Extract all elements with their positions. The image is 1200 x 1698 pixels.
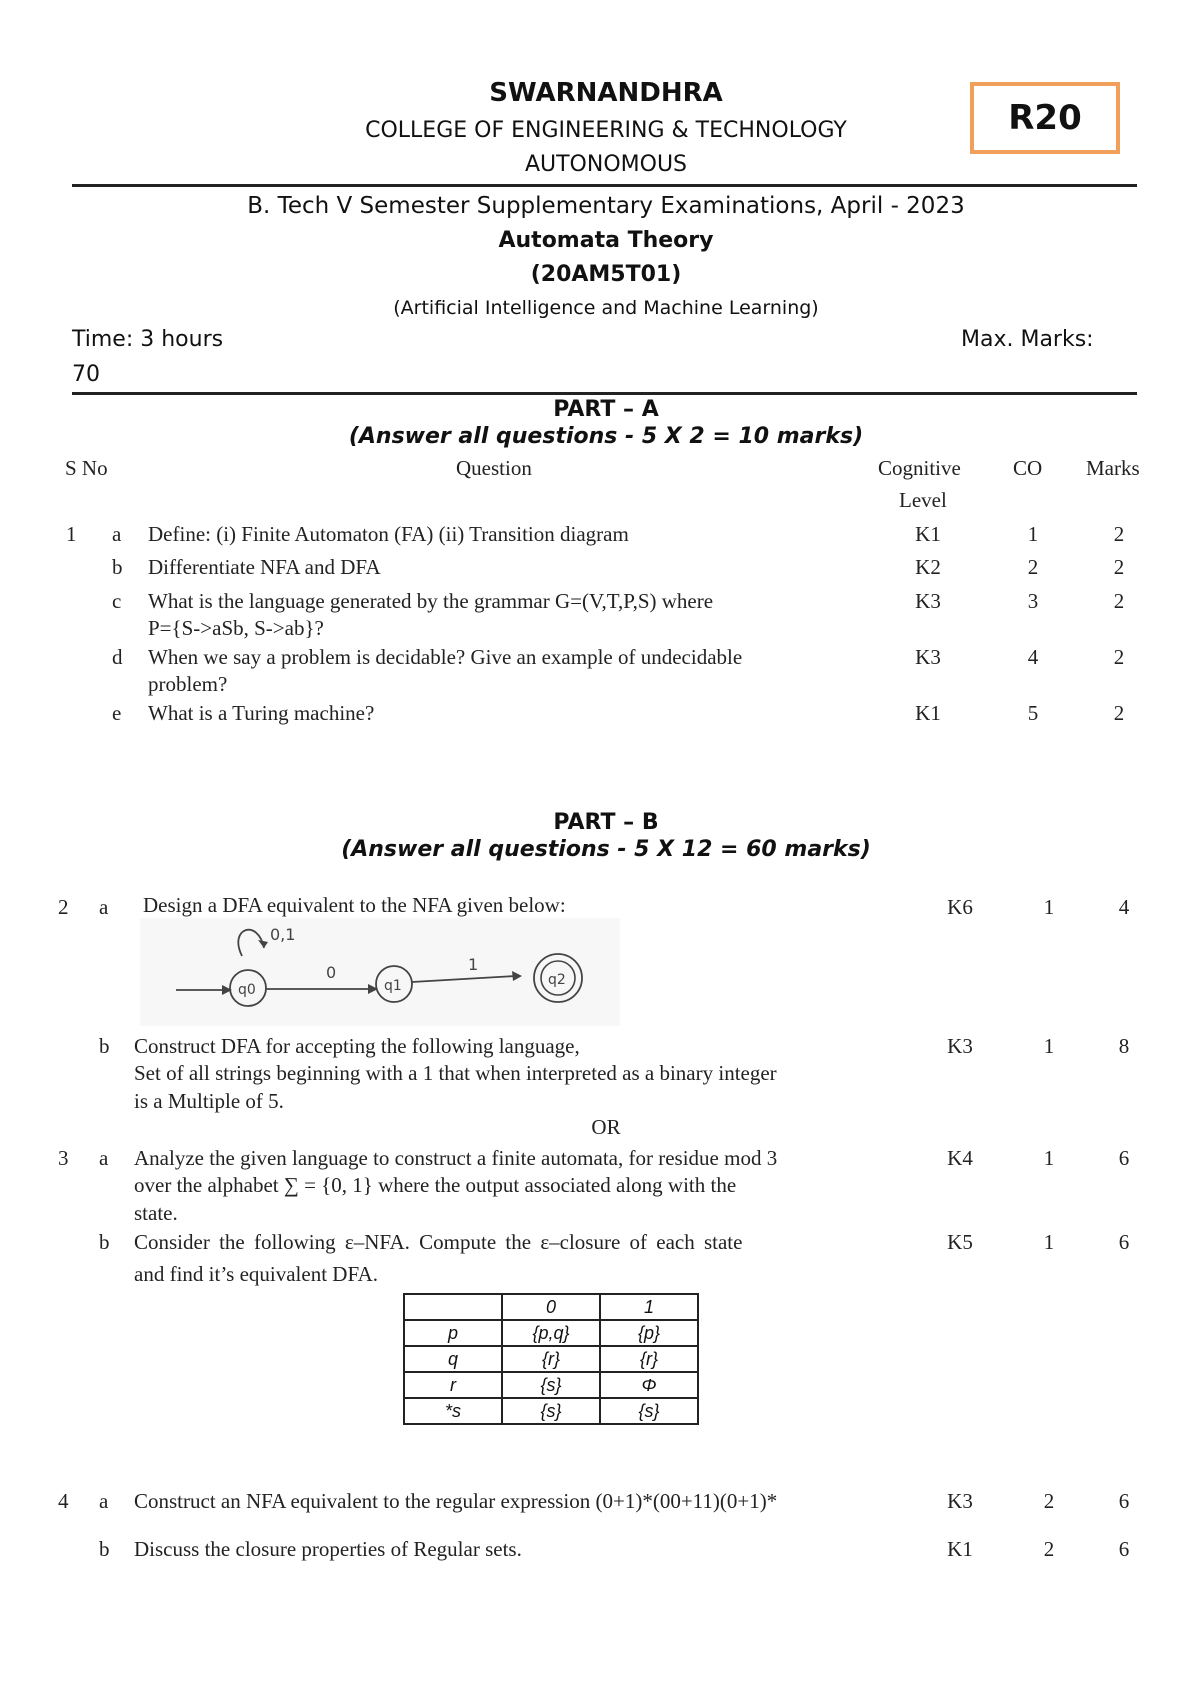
edge-label-1: 1: [468, 955, 479, 974]
question-number-4: 4: [58, 1489, 69, 1513]
co-value: 2: [1027, 555, 1039, 579]
co-value: 4: [1027, 645, 1039, 669]
college-name: SWARNANDHRA: [489, 78, 723, 108]
question-text: Define: (i) Finite Automaton (FA) (ii) Transition diagram: [148, 522, 629, 546]
col-marks: Marks: [1086, 456, 1140, 480]
table-cell: 0: [502, 1294, 600, 1320]
sub-label: d: [112, 645, 123, 669]
question-text: What is the language generated by the grammar G=(V,T,P,S) where: [148, 589, 714, 613]
cognitive-level: K3: [947, 1034, 973, 1058]
co-value: 1: [1043, 895, 1055, 919]
table-cell: {s}: [502, 1372, 600, 1398]
table-cell: {r}: [502, 1346, 600, 1372]
question-number-3: 3: [58, 1146, 69, 1170]
question-number-1: 1: [66, 522, 77, 546]
cognitive-level: K3: [915, 645, 941, 669]
col-question: Question: [456, 456, 532, 480]
sub-label: b: [112, 555, 123, 579]
sub-label: e: [112, 701, 122, 725]
table-header-row: [404, 1294, 698, 1320]
table-cell: {p,q}: [502, 1320, 600, 1346]
marks-value: 8: [1118, 1034, 1130, 1058]
table-cell: 1: [600, 1294, 698, 1320]
max-marks-label: Max. Marks:: [961, 327, 1094, 352]
or-divider: OR: [591, 1115, 621, 1139]
cognitive-level: K2: [915, 555, 941, 579]
cognitive-level: K3: [915, 589, 941, 613]
marks-value: 6: [1118, 1537, 1130, 1561]
state-q1-label: q1: [384, 978, 402, 994]
question-text: Construct an NFA equivalent to the regular expression (0+1)*(00+11)(0+1)*: [134, 1489, 778, 1513]
table-cell: {s}: [502, 1398, 600, 1424]
transition-table: [403, 1293, 699, 1425]
table-row: [404, 1346, 698, 1372]
question-number-2: 2: [58, 895, 69, 919]
table-cell: *s: [404, 1398, 502, 1424]
marks-value: 2: [1113, 701, 1125, 725]
table-cell: [404, 1294, 502, 1320]
loop-label: 0,1: [270, 925, 296, 944]
table-row: [404, 1372, 698, 1398]
question-text-cont: state.: [134, 1201, 178, 1225]
table-cell: q: [404, 1346, 502, 1372]
sub-label: b: [99, 1034, 110, 1058]
cognitive-level: K3: [947, 1489, 973, 1513]
marks-value: 2: [1113, 589, 1125, 613]
question-text: When we say a problem is decidable? Give an example of undecidable: [148, 645, 743, 669]
sub-label: a: [99, 1146, 109, 1170]
part-b-title: PART – B: [553, 810, 659, 835]
nfa-diagram: [140, 918, 620, 1026]
sub-label: b: [99, 1230, 110, 1254]
table-cell: {s}: [600, 1398, 698, 1424]
question-text: Discuss the closure properties of Regular sets.: [134, 1537, 522, 1561]
co-value: 1: [1043, 1230, 1055, 1254]
marks-value: 6: [1118, 1489, 1130, 1513]
part-a-title: PART – A: [553, 397, 659, 422]
question-text: Construct DFA for accepting the following language,: [134, 1034, 580, 1058]
marks-value: 2: [1113, 522, 1125, 546]
cognitive-level: K6: [947, 895, 973, 919]
question-text-cont: and find it’s equivalent DFA.: [134, 1262, 378, 1286]
question-text-cont: is a Multiple of 5.: [134, 1089, 284, 1113]
question-text: Analyze the given language to construct a finite automata, for residue mod 3: [134, 1146, 778, 1170]
cognitive-level: K5: [947, 1230, 973, 1254]
marks-value: 4: [1118, 895, 1130, 919]
col-level: Level: [899, 488, 947, 512]
sub-label: a: [99, 895, 109, 919]
header-divider-2: [72, 392, 1137, 395]
marks-value: 6: [1118, 1230, 1130, 1254]
co-value: 2: [1043, 1537, 1055, 1561]
col-sno: S No: [65, 456, 108, 480]
question-text-cont: problem?: [148, 672, 228, 696]
table-cell: {r}: [600, 1346, 698, 1372]
header-divider: [72, 184, 1137, 187]
sub-label: b: [99, 1537, 110, 1561]
state-q0-label: q0: [238, 982, 256, 998]
cognitive-level: K1: [915, 701, 941, 725]
state-q2-label: q2: [548, 972, 566, 988]
table-row: [404, 1320, 698, 1346]
sub-label: c: [112, 589, 122, 613]
co-value: 5: [1027, 701, 1039, 725]
college-line3: AUTONOMOUS: [524, 152, 688, 177]
time-label: Time: 3 hours: [72, 327, 224, 352]
max-marks-value: 70: [72, 362, 100, 387]
branch: (Artificial Intelligence and Machine Learning): [393, 297, 819, 319]
part-a-instruction: (Answer all questions - 5 X 2 = 10 marks): [348, 424, 864, 449]
exam-title: B. Tech V Semester Supplementary Examinations, April - 2023: [247, 193, 965, 219]
co-value: 1: [1027, 522, 1039, 546]
regulation-badge: R20: [970, 82, 1120, 154]
table-row: [404, 1398, 698, 1424]
question-text-cont: over the alphabet ∑ = {0, 1} where the output associated along with the: [134, 1173, 737, 1197]
sub-label: a: [112, 522, 122, 546]
co-value: 1: [1043, 1146, 1055, 1170]
subject-code: (20AM5T01): [530, 262, 682, 287]
college-line2: COLLEGE OF ENGINEERING & TECHNOLOGY: [365, 118, 847, 143]
cognitive-level: K1: [915, 522, 941, 546]
cognitive-level: K1: [947, 1537, 973, 1561]
sub-label: a: [99, 1489, 109, 1513]
table-cell: p: [404, 1320, 502, 1346]
subject-title: Automata Theory: [498, 228, 714, 253]
marks-value: 2: [1113, 645, 1125, 669]
marks-value: 2: [1113, 555, 1125, 579]
cognitive-level: K4: [947, 1146, 973, 1170]
question-text: Consider the following ε–NFA. Compute the ε–closure of each state: [134, 1230, 743, 1254]
table-cell: {p}: [600, 1320, 698, 1346]
table-cell: Φ: [600, 1372, 698, 1398]
co-value: 2: [1043, 1489, 1055, 1513]
marks-value: 6: [1118, 1146, 1130, 1170]
part-b-instruction: (Answer all questions - 5 X 12 = 60 marks): [341, 837, 871, 862]
question-text: What is a Turing machine?: [148, 701, 375, 725]
table-cell: r: [404, 1372, 502, 1398]
question-text: Differentiate NFA and DFA: [148, 555, 381, 579]
co-value: 1: [1043, 1034, 1055, 1058]
edge-label-0: 0: [326, 963, 337, 982]
col-cognitive: Cognitive: [878, 456, 961, 480]
col-co: CO: [1013, 456, 1043, 480]
co-value: 3: [1027, 589, 1039, 613]
question-text: Design a DFA equivalent to the NFA given below:: [143, 893, 566, 917]
question-text-cont: P={S->aSb, S->ab}?: [148, 616, 324, 640]
question-text-cont: Set of all strings beginning with a 1 that when interpreted as a binary integer: [134, 1061, 777, 1085]
